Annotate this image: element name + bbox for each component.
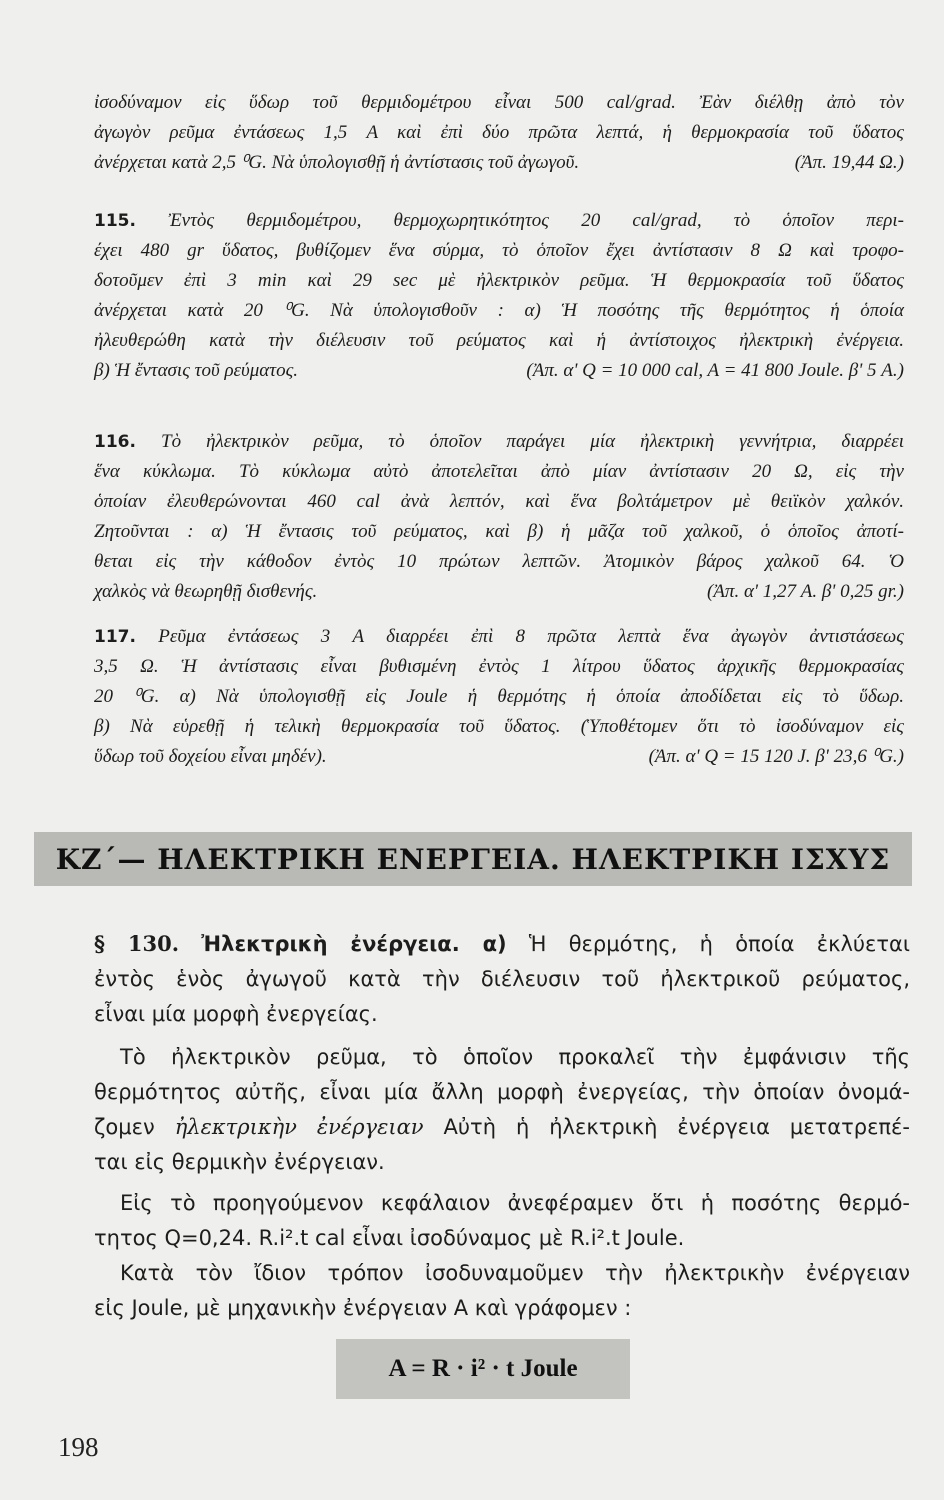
section-130-p4: [94, 1256, 910, 1326]
problem-115-answer: (Ἀπ. α' Q = 10 000 cal, A = 41 800 Joule. β' 5 A.): [526, 360, 904, 381]
problem-116-line-3: ὁποίαν ἐλευθερώνονται 460 cal ἀνὰ λεπτόν, καὶ ἕνα βολτάμετρον μὲ θειϊκὸν χαλκόν.: [94, 491, 904, 512]
problem-number: 115.: [94, 211, 136, 231]
problem-116: [94, 427, 904, 607]
chapter-banner: [34, 832, 912, 886]
section-p2-line-4: ται εἰς θερμικὴν ἐνέργειαν.: [94, 1150, 385, 1174]
problem-115-line-3: δοτοῦμεν ἐπὶ 3 min καὶ 29 sec μὲ ἠλεκτρικὸν ρεῦμα. Ἡ θερμοκρασία τοῦ ὕδατος: [94, 270, 904, 291]
term-electric-energy: ἠλεκτρικὴν ἐνέργειαν: [174, 1115, 424, 1139]
section-p1-line-2: ἐντὸς ἑνὸς ἀγωγοῦ κατὰ τὴν διέλευσιν τοῦ ἠλεκτρικοῦ ρεύματος,: [94, 967, 910, 991]
intro-answer: (Ἀπ. 19,44 Ω.): [794, 152, 904, 173]
problem-number: 116.: [94, 432, 136, 452]
problem-117-line-1: 117. Ρεῦμα ἐντάσεως 3 A διαρρέει ἐπὶ 8 πρῶτα λεπτὰ ἕνα ἀγωγὸν ἀντιστάσεως: [94, 626, 904, 647]
section-p1-line-1: § 130. Ἠλεκτρικὴ ἐνέργεια. α) Ἡ θερμότης, ἡ ὁποία ἐκλύεται: [94, 931, 910, 956]
problem-116-line-6: χαλκὸς νὰ θεωρηθῇ δισθενής. (Ἀπ. α' 1,27 A. β' 0,25 gr.): [94, 577, 904, 607]
intro-line-2: ἀγωγὸν ρεῦμα ἐντάσεως 1,5 A καὶ ἐπὶ δύο πρῶτα λεπτά, ἡ θερμοκρασία τοῦ ὕδατος: [94, 122, 904, 143]
section-p4-line-1: Κατὰ τὸν ἴδιον τρόπον ἰσοδυναμοῦμεν τὴν ἠλεκτρικὴν ἐνέργειαν: [120, 1261, 910, 1285]
section-p1-line-3: εἶναι μία μορφὴ ἐνεργείας.: [94, 1002, 378, 1026]
problem-117: [94, 622, 904, 772]
problem-117-line-5: ὕδωρ τοῦ δοχείου εἶναι μηδέν). (Ἀπ. α' Q = 15 120 J. β' 23,6 ⁰G.): [94, 742, 904, 772]
problem-115-line-6: β) Ἡ ἔντασις τοῦ ρεύματος. (Ἀπ. α' Q = 10 000 cal, A = 41 800 Joule. β' 5 A.): [94, 356, 904, 386]
section-p3-line-1: Εἰς τὸ προηγούμενον κεφάλαιον ἀνεφέραμεν ὅτι ἡ ποσότης θερμό-: [120, 1191, 910, 1215]
section-130-p1: [94, 926, 910, 1032]
section-number: § 130.: [94, 931, 180, 956]
formula-text: A = R · i² · t Joule: [388, 1355, 578, 1382]
section-p2-line-2: θερμότητος αὐτῆς, εἶναι μία ἄλλη μορφὴ ἐνεργείας, τὴν ὁποίαν ὀνομά-: [94, 1080, 910, 1104]
problem-115: [94, 206, 904, 386]
problem-115-line-2: έχει 480 gr ὕδατος, βυθίζομεν ἕνα σύρμα, τὸ ὁποῖον ἔχει ἀντίστασιν 8 Ω καὶ τροφο-: [94, 240, 904, 261]
problem-117-answer: (Ἀπ. α' Q = 15 120 J. β' 23,6 ⁰G.): [648, 746, 904, 767]
problem-117-line-2: 3,5 Ω. Ἡ ἀντίστασις εἶναι βυθισμένη ἐντὸς 1 λίτρου ὕδατος ἀρχικῆς θερμοκρασίας: [94, 656, 904, 677]
intro-line-3: ἀνέρχεται κατὰ 2,5 ⁰G. Νὰ ὑπολογισθῇ ἡ ἀντίστασις τοῦ ἀγωγοῦ. (Ἀπ. 19,44 Ω.): [94, 148, 904, 178]
problem-116-line-2: ἕνα κύκλωμα. Τὸ κύκλωμα αὐτὸ ἀποτελεῖται ἀπὸ μίαν ἀντίστασιν 20 Ω, εἰς τὴν: [94, 461, 904, 482]
problem-117-line-3: 20 ⁰G. α) Νὰ ὑπολογισθῇ εἰς Joule ἡ θερμότης ἡ ὁποία ἀποδίδεται εἰς τὸ ὕδωρ.: [94, 686, 904, 707]
problem-116-line-5: θεται εἰς τὴν κάθοδον ἐντὸς 10 πρώτων λεπτῶν. Ἀτομικὸν βάρος χαλκοῦ 64. Ὁ: [94, 551, 904, 572]
section-p3-line-2: τητος Q=0,24. R.i².t cal εἶναι ἰσοδύναμος μὲ R.i².t Joule.: [94, 1226, 685, 1250]
problem-116-answer: (Ἀπ. α' 1,27 A. β' 0,25 gr.): [707, 581, 904, 602]
section-p2-line-3: ζομεν ἠλεκτρικὴν ἐνέργειαν Αὐτὴ ἡ ἠλεκτρικὴ ἐνέργεια μετατρεπέ-: [94, 1115, 910, 1139]
problem-115-line-5: ἠλευθερώθη κατὰ τὴν διέλευσιν τοῦ ρεύματος καὶ ἡ ἀντίστοιχος ἠλεκτρικὴ ἐνέργεια.: [94, 330, 904, 351]
problem-number: 117.: [94, 627, 136, 647]
intro-line-1: ἰσοδύναμον εἰς ὕδωρ τοῦ θερμιδομέτρου εἶναι 500 cal/grad. Ἐὰν διέλθῃ ἀπὸ τὸν: [94, 92, 904, 113]
chapter-title: ΚΖ΄— ΗΛΕΚΤΡΙΚΗ ΕΝΕΡΓΕΙΑ. ΗΛΕΚΤΡΙΚΗ ΙΣΧΥΣ: [55, 842, 891, 876]
page-number: 198: [58, 1432, 99, 1462]
section-130-p2: [94, 1040, 910, 1180]
problem-116-line-1: 116. Τὸ ἠλεκτρικὸν ρεῦμα, τὸ ὁποῖον παράγει μία ἠλεκτρικὴ γεννήτρια, διαρρέει: [94, 431, 905, 452]
section-130-p3: [94, 1186, 910, 1256]
intro-paragraph: [94, 88, 904, 178]
problem-115-line-4: ἀνέρχεται κατὰ 20 ⁰G. Νὰ ὑπολογισθοῦν : α) Ἡ ποσότης τῆς θερμότητος ἡ ὁποία: [94, 300, 904, 321]
problem-117-line-4: β) Νὰ εὑρεθῇ ἡ τελικὴ θερμοκρασία τοῦ ὕδατος. (Ὑποθέτομεν ὅτι τὸ ἰσοδύναμον εἰς: [94, 716, 904, 737]
section-p2-line-1: Τὸ ἠλεκτρικὸν ρεῦμα, τὸ ὁποῖον προκαλεῖ τὴν ἐμφάνισιν τῆς: [120, 1045, 910, 1069]
problem-116-line-4: Ζητοῦνται : α) Ἡ ἔντασις τοῦ ρεύματος, καὶ β) ἡ μᾶζα τοῦ χαλκοῦ, ὁ ὁποῖος ἀποτί-: [94, 521, 904, 542]
formula-box: [336, 1339, 630, 1399]
section-heading: Ἠλεκτρικὴ ἐνέργεια. α): [201, 932, 507, 956]
problem-115-line-1: 115. Ἐντὸς θερμιδομέτρου, θερμοχωρητικότητος 20 cal/grad, τὸ ὁποῖον περι-: [94, 210, 904, 231]
section-p4-line-2: εἰς Joule, μὲ μηχανικὴν ἐνέργειαν A καὶ γράφομεν :: [94, 1296, 632, 1320]
